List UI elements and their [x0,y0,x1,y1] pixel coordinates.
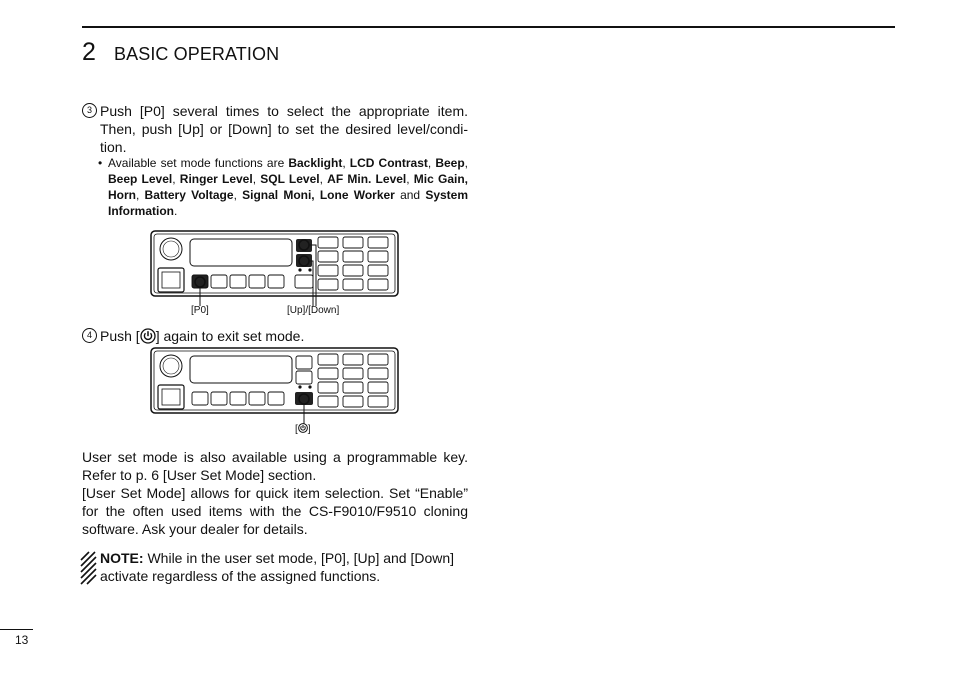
page-number-rule [0,629,33,630]
caption-p0: [P0] [191,305,209,316]
caption-power-left: [ [295,424,298,435]
note-label: NOTE: [100,550,144,566]
caption-power-right: ] [307,424,311,435]
power-icon [298,423,308,433]
header-rule [82,26,895,28]
paragraph-2: [User Set Mode] allows for quick item selection. Set “Enable” for the often used items with the CS-F9010/F9510 cloning software. Ask your dealer for details. [82,485,468,537]
step-3-number: 3 [82,103,97,118]
button-row [192,392,284,405]
step-3-text: Push [P0] several times to select the appropriate item. Then, push [Up] or [Down] to set the desired level/condi-tion. [100,103,468,155]
chapter-title: BASIC OPERATION [114,44,280,64]
bullet-body: Available set mode functions are Backlight, LCD Contrast, Beep, Beep Level, Ringer Level, SQL Level, AF Min. Level, Mic Gain, Horn, Battery Voltage, Signal Moni, Lone Worker and System Information. [108,156,469,218]
caption-up-down: [Up]/[Down] [287,305,340,316]
step-4-text-after: ] again to exit set mode. [155,328,305,344]
display-lcd [190,356,292,383]
chapter-number: 2 [82,38,96,66]
paragraph-1: User set mode is also available using a programmable key. Refer to p. 6 [User Set Mode] section. [82,449,468,483]
bullet-dot: • [98,156,103,170]
caption-power [295,423,311,436]
step-3 [82,102,468,156]
power-icon [140,328,156,344]
func-af-min-level: AF Min. Level [327,172,407,186]
func-ringer-level: Ringer Level [179,172,253,186]
func-signal-moni: Signal Moni, Lone Worker [242,188,395,202]
step-4 [82,327,468,347]
bullet-lead: Available set mode functions are [108,156,289,170]
radio-panel-figure-1 [150,230,400,300]
note-text: While in the user set mode, [P0], [Up] and [Down] activate regardless of the assigned functions. [100,550,455,584]
display-lcd [190,239,292,266]
step-4-text-before: Push [ [100,328,140,344]
page-number: 13 [15,633,29,647]
func-beep-level: Beep Level [108,172,173,186]
bullet-connector: and [400,188,421,202]
func-system-information: System Information [108,188,469,218]
func-beep: Beep [435,156,465,170]
step-4-number: 4 [82,328,97,343]
func-sql-level: SQL Level [260,172,320,186]
func-backlight: Backlight [288,156,343,170]
radio-panel-figure-2 [150,347,400,417]
func-lcd-contrast: LCD Contrast [349,156,428,170]
step-4-text [100,327,468,345]
note-hatch-icon [81,552,97,584]
button-row [192,275,284,288]
func-mic-gain-horn: Mic Gain, Horn [108,172,469,202]
note [100,549,468,585]
func-battery-voltage: Battery Voltage [144,188,234,202]
power-key-icon [295,275,313,288]
